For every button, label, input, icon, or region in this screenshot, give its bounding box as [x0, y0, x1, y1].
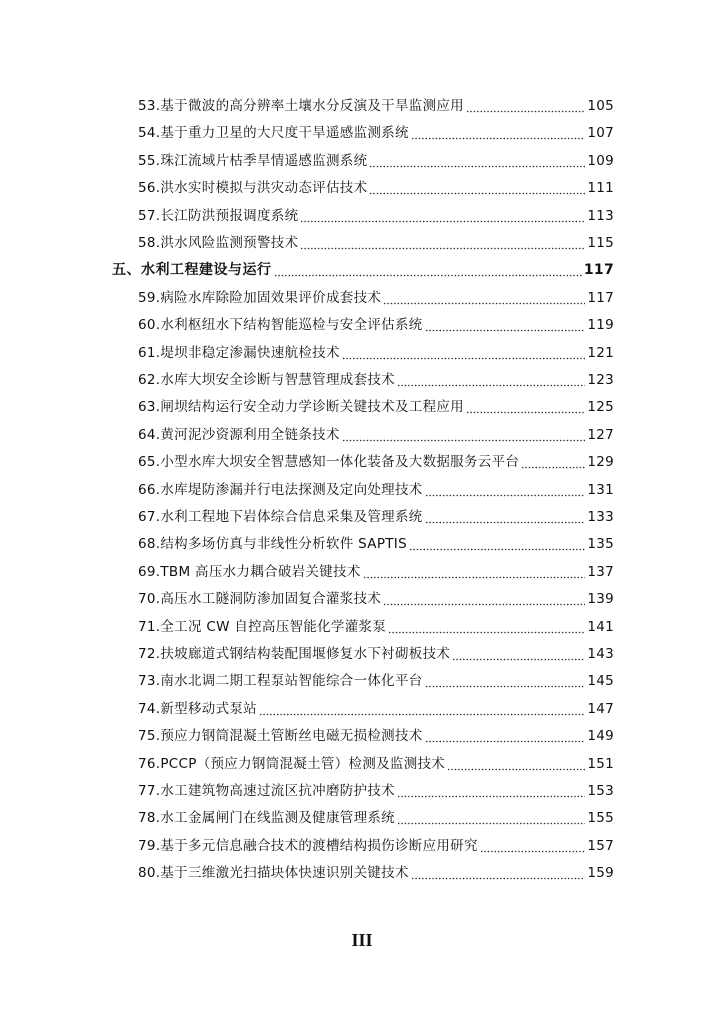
- toc-entry: [0, 747, 724, 773]
- toc-entry-title: 80.基于三维激光扫描块体快速识别关键技术: [138, 865, 409, 882]
- toc-entry: [0, 418, 724, 444]
- toc-entry-page: 147: [587, 700, 614, 717]
- toc-entry: [0, 390, 724, 416]
- toc-entry-title: 67.水利工程地下岩体综合信息采集及管理系统: [138, 509, 423, 525]
- toc-entry-page: 143: [587, 646, 614, 662]
- page-number: III: [351, 930, 373, 950]
- dot-leader: [411, 124, 586, 142]
- toc-entry-page: 127: [587, 426, 614, 443]
- toc-entry: [0, 856, 724, 882]
- toc-entry-page: 149: [587, 728, 614, 745]
- toc-entry: [0, 171, 724, 197]
- toc-entry-page: 121: [587, 344, 614, 361]
- dot-leader: [383, 590, 585, 608]
- toc-entry: [0, 692, 724, 718]
- toc-entry-title: 74.新型移动式泵站: [138, 700, 257, 717]
- toc-entry-title: 65.小型水库大坝安全智慧感知一体化装备及大数据服务云平台: [138, 454, 520, 471]
- toc-entry-page: 159: [587, 865, 614, 882]
- toc-entry-title: 69.TBM 高压水力耦合破岩关键技术: [138, 563, 361, 580]
- dot-leader: [397, 809, 585, 827]
- toc-entry-title: 66.水库堤防渗漏并行电法探测及定向处理技术: [138, 481, 423, 498]
- toc-entry-title: 64.黄河泥沙资源利用全链条技术: [138, 426, 340, 443]
- dot-leader: [397, 782, 585, 800]
- dot-leader: [480, 837, 586, 855]
- toc-entry-page: 111: [587, 180, 614, 197]
- toc-entry-title: 62.水库大坝安全诊断与智慧管理成套技术: [138, 372, 395, 388]
- toc-entry-page: 141: [587, 618, 614, 635]
- toc-entry-page: 109: [587, 152, 614, 169]
- dot-leader: [363, 563, 586, 581]
- toc-entry-title: 77.水工建筑物高速过流区抗冲磨防护技术: [138, 783, 395, 799]
- toc-entry: [0, 664, 724, 690]
- dot-leader: [259, 700, 585, 718]
- toc-entry: [0, 144, 724, 170]
- toc-entry-title: 70.高压水工隧洞防渗加固复合灌浆技术: [138, 591, 382, 608]
- toc-entry: [0, 637, 724, 663]
- toc-entry-page: 139: [587, 591, 614, 608]
- toc-entry: [0, 582, 724, 608]
- dot-leader: [452, 645, 585, 663]
- dot-leader: [466, 398, 585, 416]
- toc-entry-page: 131: [587, 481, 614, 498]
- toc-entry: [0, 500, 724, 526]
- toc-entry: [0, 610, 724, 636]
- toc-entry: [0, 336, 724, 362]
- dot-leader: [383, 289, 585, 307]
- toc-entry: [0, 555, 724, 581]
- toc-entry-page: 117: [583, 262, 614, 279]
- toc-entry: [0, 116, 724, 142]
- dot-leader: [425, 508, 586, 526]
- toc-entry-page: 105: [587, 98, 614, 114]
- dot-leader: [274, 261, 582, 279]
- toc-entry-page: 151: [587, 755, 614, 772]
- toc-entry-title: 68.结构多场仿真与非线性分析软件 SAPTIS: [138, 536, 407, 553]
- toc-entry-title: 56.洪水实时模拟与洪灾动态评估技术: [138, 180, 368, 197]
- toc-entry: [0, 801, 724, 827]
- toc-entry-page: 155: [587, 810, 614, 827]
- toc-entry-title: 60.水利枢纽水下结构智能巡检与安全评估系统: [138, 317, 423, 334]
- toc-entry-title: 76.PCCP（预应力钢筒混凝土管）检测及监测技术: [138, 755, 446, 772]
- toc-entry-title: 79.基于多元信息融合技术的渡槽结构损伤诊断应用研究: [138, 837, 478, 854]
- dot-leader: [342, 426, 586, 444]
- dot-leader: [425, 672, 586, 690]
- dot-leader: [300, 207, 585, 225]
- toc-entry-page: 137: [587, 563, 614, 580]
- toc-entry-title: 59.病险水库除险加固效果评价成套技术: [138, 289, 382, 306]
- toc-entry: [0, 445, 724, 471]
- toc-entry: [0, 473, 724, 499]
- dot-leader: [388, 618, 585, 636]
- toc-entry-title: 55.珠江流域片枯季旱情遥感监测系统: [138, 152, 368, 169]
- toc-entry-title: 57.长江防洪预报调度系统: [138, 207, 299, 224]
- dot-leader: [369, 152, 585, 170]
- toc-section-heading: [0, 253, 724, 279]
- dot-leader: [447, 755, 585, 773]
- toc-entry-page: 125: [587, 399, 614, 416]
- toc-entry-title: 58.洪水风险监测预警技术: [138, 235, 299, 251]
- toc-entry: [0, 89, 724, 115]
- toc-entry: [0, 226, 724, 252]
- toc-entry: [0, 281, 724, 307]
- toc-entry-page: 123: [587, 372, 614, 388]
- toc-entry-page: 113: [587, 207, 614, 224]
- dot-leader: [300, 234, 585, 252]
- dot-leader: [411, 864, 586, 882]
- dot-leader: [425, 727, 586, 745]
- dot-leader: [466, 97, 585, 115]
- toc-entry-page: 135: [587, 536, 614, 553]
- toc-entry-page: 129: [587, 454, 614, 471]
- toc-entry-page: 133: [587, 509, 614, 525]
- dot-leader: [425, 481, 586, 499]
- toc-entry: [0, 363, 724, 389]
- toc-entry-page: 117: [587, 289, 614, 306]
- toc-entry-title: 五、水利工程建设与运行: [112, 262, 272, 279]
- toc-entry-title: 72.扶坡廊道式钢结构装配围堰修复水下衬砌板技术: [138, 646, 451, 662]
- dot-leader: [397, 371, 585, 389]
- toc-entry-title: 78.水工金属闸门在线监测及健康管理系统: [138, 810, 395, 827]
- dot-leader: [342, 344, 586, 362]
- dot-leader: [369, 179, 585, 197]
- toc-entry: [0, 199, 724, 225]
- toc-entry-title: 75.预应力钢筒混凝土管断丝电磁无损检测技术: [138, 728, 423, 745]
- toc-entry: [0, 829, 724, 855]
- toc-entry-page: 119: [587, 317, 614, 334]
- toc-entry-title: 53.基于微波的高分辨率土壤水分反演及干旱监测应用: [138, 98, 464, 114]
- toc-entry-title: 61.堤坝非稳定渗漏快速航检技术: [138, 344, 340, 361]
- toc-entry: [0, 308, 724, 334]
- toc-entry-page: 107: [587, 125, 614, 142]
- dot-leader: [409, 535, 585, 553]
- toc-entry-page: 153: [587, 783, 614, 799]
- dot-leader: [425, 316, 586, 334]
- dot-leader: [521, 453, 585, 471]
- toc-entry-title: 54.基于重力卫星的大尺度干旱遥感监测系统: [138, 125, 409, 142]
- toc-entry-page: 157: [587, 837, 614, 854]
- toc-entry-title: 71.全工况 CW 自控高压智能化学灌浆泵: [138, 618, 387, 635]
- toc-entry-title: 73.南水北调二期工程泵站智能综合一体化平台: [138, 673, 423, 690]
- toc-entry: [0, 527, 724, 553]
- toc-entry-page: 115: [587, 235, 614, 251]
- toc-entry: [0, 719, 724, 745]
- toc-entry-page: 145: [587, 673, 614, 690]
- toc-entry: [0, 774, 724, 800]
- toc-entry-title: 63.闸坝结构运行安全动力学诊断关键技术及工程应用: [138, 399, 464, 416]
